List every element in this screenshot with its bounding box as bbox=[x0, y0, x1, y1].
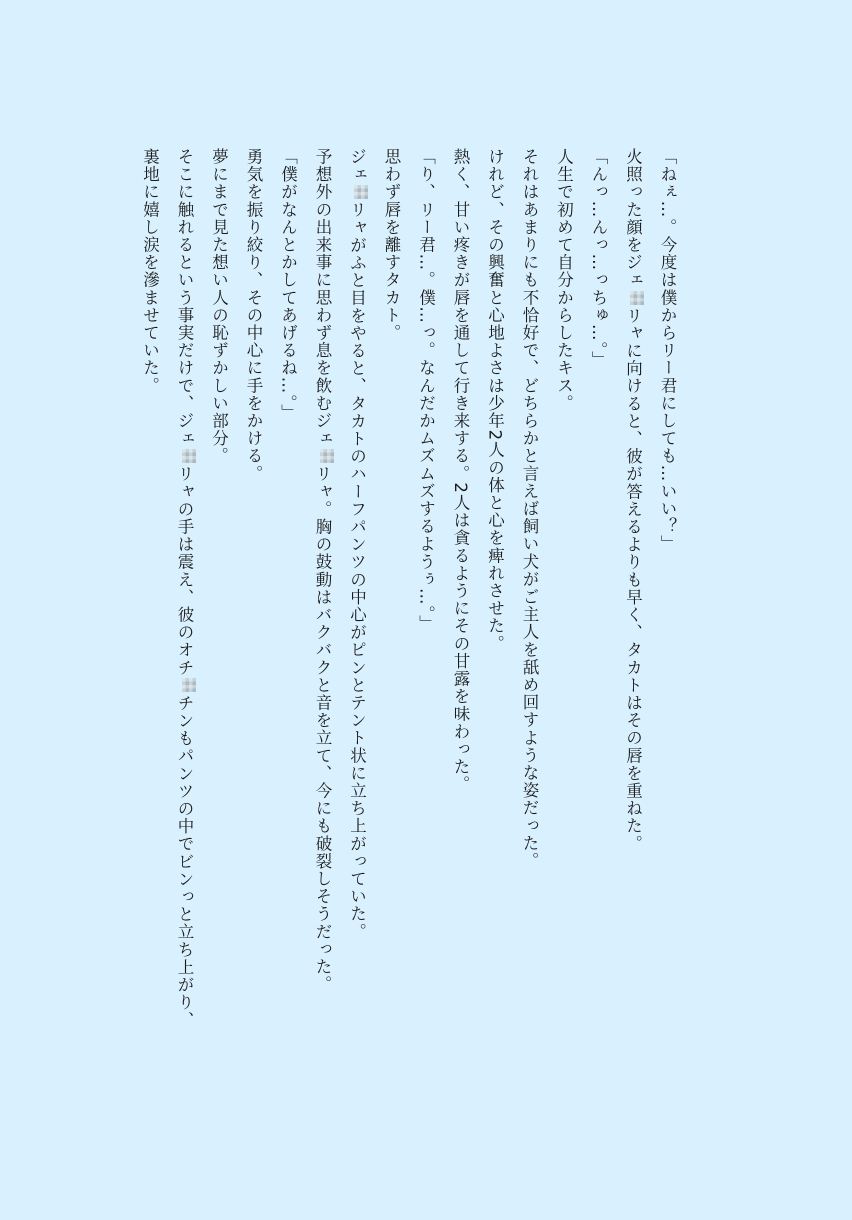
story-line-14: 夢にまで見た想い人の恥ずかしい部分。 bbox=[209, 148, 229, 465]
story-line-13: 勇気を振り絞り、その中心に手をかける。 bbox=[244, 148, 263, 483]
mosaic-censor bbox=[182, 678, 196, 692]
story-line-10: ジェリャがふと目をやると、タカトのハーフパンツの中心がピンとテント状に立ち上がっていた。 bbox=[347, 148, 367, 941]
mosaic-censor bbox=[630, 291, 644, 305]
story-line-16: 裏地に嬉し涙を滲ませていた。 bbox=[140, 148, 160, 395]
story-line-5: それはあまりにも不恰好で、どちらかと言えば飼い犬がご主人を舐め回すような姿だった。 bbox=[520, 148, 539, 870]
story-line-2: 火照った顔をジェリャに向けると、彼が答えるよりも早く、タカトはその唇を重ねた。 bbox=[623, 148, 643, 853]
story-line-8: 「り、リー君…。僕…っ。なんだかムズムズするようぅ…。」 bbox=[416, 148, 436, 633]
mosaic-censor bbox=[182, 449, 196, 463]
story-line-1: 「ねぇ…。今度は僕からリー君にしても…いい？」 bbox=[658, 148, 677, 553]
story-line-15: そこに触れるという事実だけで、ジェリャの手は震え、彼のオチチンもパンツの中でビンっと立ち上がり、 bbox=[175, 148, 194, 1029]
story-line-4: 人生で初めて自分からしたキス。 bbox=[554, 148, 574, 412]
story-line-11: 予想外の出来事に思わず息を飲むジェリャ。胸の鼓動はバクバクと音を立て、今にも破裂しそうだった。 bbox=[313, 148, 332, 994]
story-text bbox=[132, 148, 684, 1108]
story-line-3: 「んっ…んっ…っちゅ…。」 bbox=[589, 148, 608, 369]
story-line-6: けれど、その興奮と心地よさは少年2人の体と心を痺れさせた。 bbox=[485, 148, 505, 653]
mosaic-censor bbox=[320, 449, 334, 463]
story-line-12: 「僕がなんとかしてあげるね…。」 bbox=[278, 148, 298, 422]
mosaic-censor bbox=[354, 185, 368, 199]
story-line-7: 熱く、甘い疼きが唇を通して行き来する。2人は貪るようにその甘露を味わった。 bbox=[451, 148, 470, 794]
story-line-9: 思わず唇を離すタカト。 bbox=[382, 148, 401, 342]
